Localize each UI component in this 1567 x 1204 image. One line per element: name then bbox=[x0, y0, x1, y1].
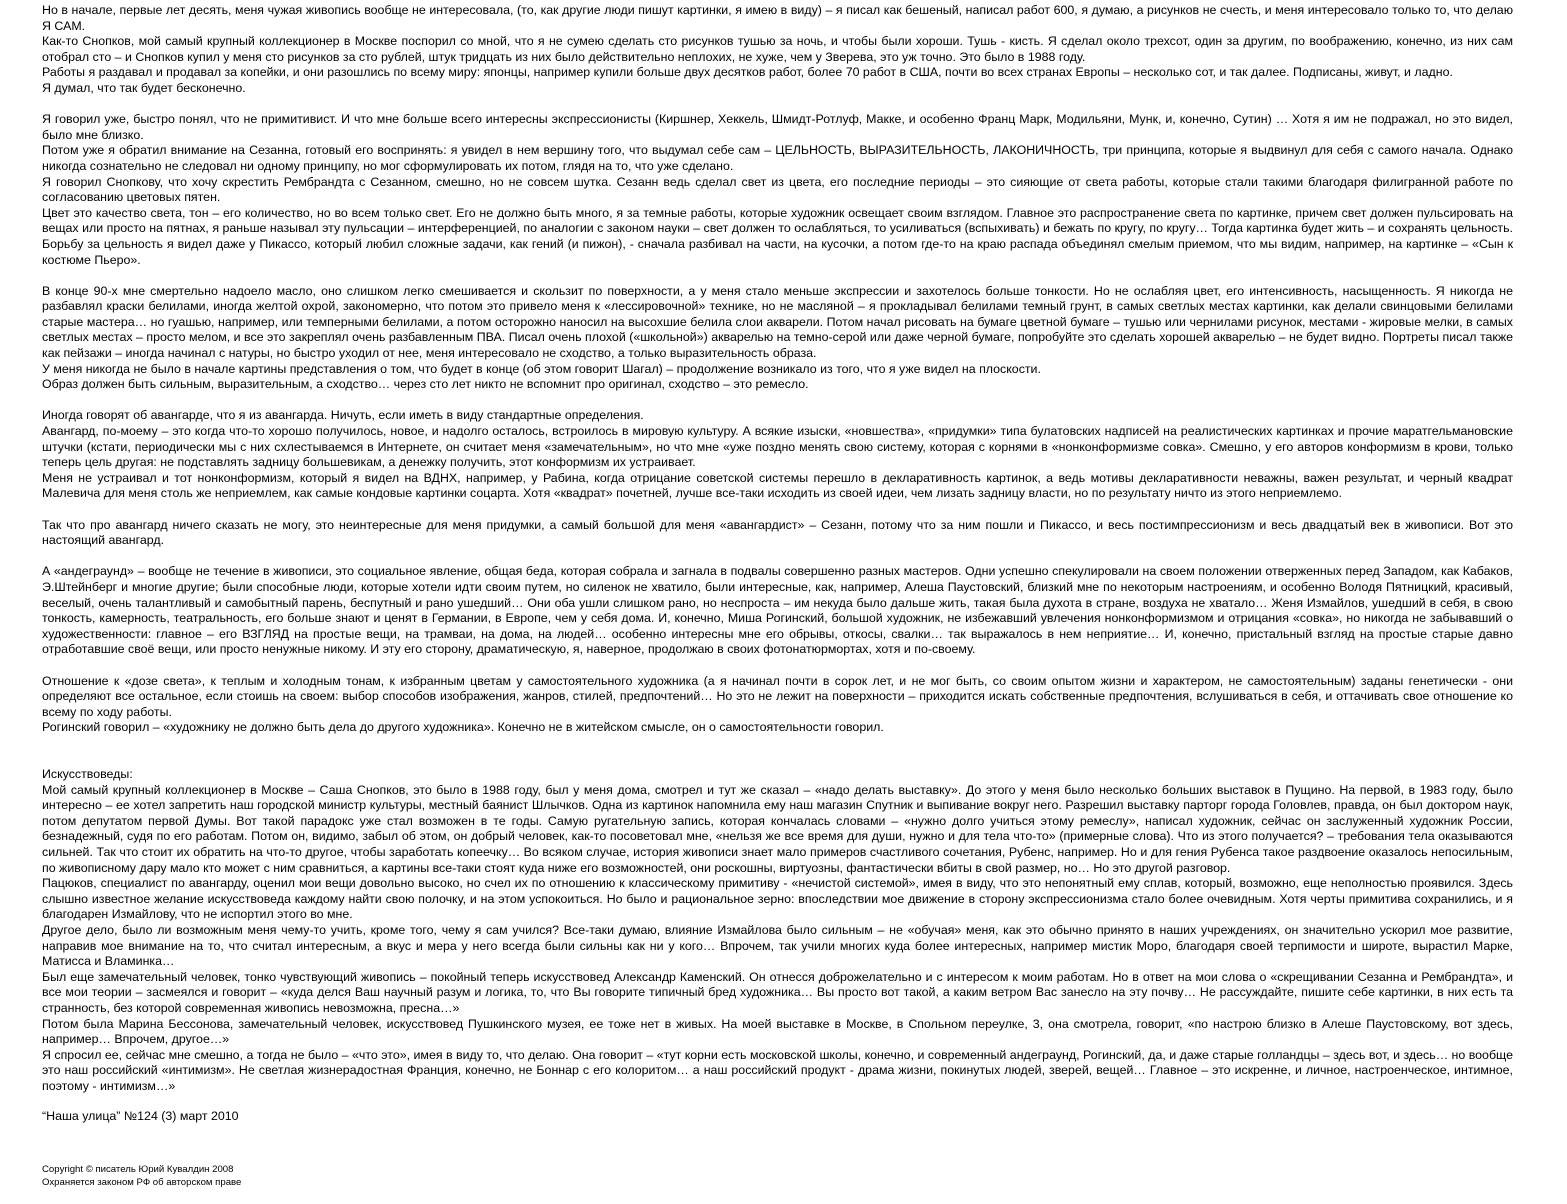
paragraph-spacer bbox=[42, 97, 1513, 113]
paragraph: Меня не устраивал и тот нонконформизм, который я видел на ВДНХ, например, у Рабина, когда отрицание советской системы перешло в декларативность картинок, а ведь мотивы декларативности неважны, важен результат, и черный квадрат Малевича для меня столь же неприемлем, как самые кондовые картинки соцарта. Хотя «квадрат» почетней, лучше все-таки исходить из своей идеи, чем лизать задницу власти, но по результату ничто из этого неприемлемо. bbox=[42, 470, 1513, 501]
paragraph: Так что про авангард ничего сказать не могу, это неинтересные для меня придумки, а самый большой для меня «авангардист» – Сезанн, потому что за ним пошли и Пикассо, и весь постимпрессионизм и весь двадцатый век в живописи. Вот это настоящий авангард. bbox=[42, 517, 1513, 548]
paragraph: Потом уже я обратил внимание на Сезанна, готовый его воспринять: я увидел в нем вершину того, что выдумал себе сам – ЦЕЛЬНОСТЬ, ВЫРАЗИТЕЛЬНОСТЬ, ЛАКОНИЧНОСТЬ, три принципа, которые я выдвинул для себя с самого начала. Однако никогда сознательно не следовал ни одному принципу, но мог сформулировать их потом, глядя на то, что уже сделано. bbox=[42, 143, 1513, 173]
paragraph: Я думал, что так будет бесконечно. bbox=[42, 80, 246, 95]
paragraph: Потом была Марина Бессонова, замечательный человек, искусствовед Пушкинского музея, ее тоже нет в живых. На моей выставке в Москве, в Спольном переулке, 3, она смотрела, говорит, «по настрою близко в Алеше Паустовскому, вот здесь, например… Впрочем, другое…» bbox=[42, 1016, 1513, 1047]
paragraph-spacer bbox=[42, 736, 1513, 767]
copyright-law-notice: Охраняется законом РФ об авторском праве bbox=[42, 1177, 242, 1188]
paragraph: Я спросил ее, сейчас мне смешно, а тогда не было – «что это», имея в виду то, что делаю. Она говорит – «тут корни есть московской школы, конечно, и современный андеграунд, Рогинский, да, и даже старые голландцы – здесь вот, и здесь… но вообще это наш российский «интимизм». Не светлая жизнерадостная Франция, конечно, не Боннар с его колоритом… а наш российский продукт - драма жизни, покинутых людей, зверей, вещей… Главное – это искренне, и личное, настроенческое, интимное, поэтому - интимизм…» bbox=[42, 1047, 1513, 1093]
paragraph: Пацюков, специалист по авангарду, оценил мои вещи довольно высоко, но счел их по отношению к классическому примитиву - «нечистой системой», имея в виду, что это непонятный ему сплав, который, возможно, еще неполностью проявился. Здесь слышно известное желание искусствоведа каждому найти свою полочку, и на этом успокоиться. Но было и рациональное зерно: впоследствии мое движение в сторону экспрессионизма стало более очевидным. Хотя черты примитива сохранились, и я благодарен Измайлову, что не испортил этого во мне. bbox=[42, 876, 1513, 922]
paragraph: А «андеграунд» – вообще не течение в живописи, это социальное явление, общая беда, которая собрала и загнала в подвалы совершенно разных мастеров. Одни успешно спекулировали на своем положении отверженных перед Западом, как Кабаков, Э.Штейнберг и многие другие; были способные люди, которые хотели идти своим путем, но силенок не хватило, были интересные, как, например, Алеша Паустовский, близкий мне по некоторым настроениям, и особенно Володя Пятницкий, красивый, веселый, очень талантливый и самобытный парень, беспутный и рано ушедший… Они оба ушли слишком рано, но неспроста – им некуда было дальше жить, такая была духота в стране, воздуха не хватало… Женя Измайлов, ушедший в себя, в свою тонкость, камерность, театральность, его больше знают и ценят в Германии, в Европе, чем у себя дома. И, конечно, Миша Рогинский, большой художник, не избежавший увлечения нонконформизмом и отрицания «совка», но никогда не забывавший о художественности: главное – его ВЗГЛЯД на простые вещи, на трамваи, на дома, на людей… особенно интересны мне его обрывы, откосы, свалки… так выражалось в нем неприятие… И, конечно, пристальный взгляд на простые старые давно отработавшие своё вещи, или просто ненужные никому. И эту его сторону, драматическую, я, наверное, продолжаю в своих фотонатюрмортах, хотя и по-своему. bbox=[42, 564, 1513, 657]
paragraph: Авангард, по-моему – это когда что-то хорошо получилось, новое, и надолго осталось, встроилось в мировую культуру. А всякие изыски, «новшества», «придумки» типа булатовских надписей на реалистических картинках и прочие маратгельмановские штучки (кстати, периодически мы с них схлестываемся в Интернете, он считает меня «замечательным», но что мне «уже поздно менять свою систему, которая с корнями в «нонконформизме совка». Смешно, у его авторов конформизм в крови, только теперь цель другая: не подставлять задницу большевикам, а денежку получить, этот конформизм их устраивает. bbox=[42, 424, 1513, 470]
paragraph: Другое дело, было ли возможным меня чему-то учить, кроме того, чему я сам учился? Все-таки думаю, влияние Измайлова было сильным – не «обучая» меня, как это обычно принято в наших учреждениях, он значительно ускорил мое развитие, направив мое внимание на то, что считал интересным, а вкус и мера у него всегда были сильны как ни у кого… Впрочем, так учили многих куда более интересных, например мистик Моро, благодаря своей терпимости и широте, вырастил Марке, Матисса и Вламинка… bbox=[42, 923, 1513, 969]
paragraph-spacer bbox=[42, 658, 1513, 674]
paragraph: Я говорил Снопкову, что хочу скрестить Рембрандта с Сезанном, смешно, но не совсем шутка. Сезанн ведь сделал свет из цвета, его последние периоды – это сияющие от света работы, которые стали такими благодаря филигранной работе по согласованию цветовых пятен. bbox=[42, 174, 1513, 205]
publication-source: “Наша улица” №124 (3) март 2010 bbox=[42, 1108, 239, 1123]
paragraph: В конце 90-х мне смертельно надоело масло, оно слишком легко смешивается и скользит по поверхности, а у меня стало меньше экспрессии и захотелось больше тонкости. Но не ослабляя цвет, его интенсивность, насыщенность. Я никогда не разбавлял краски белилами, иногда желтой охрой, закономерно, что потом это привело меня к «лессировочной» технике, но не масляной – я прокладывал белилами темный грунт, в самых светлых местах картинки, как делали свинцовыми белилами старые мастера… но гуашью, например, или темперными белилами, а потом осторожно наносил на высохшие белила слои акварели. Потом начал рисовать на бумаге цветной бумаге – тушью или чернилами рисунок, местами - жировые мелки, в самых светлых местах – просто мелом, и все это закреплял очень разбавленным ПВА. Писал очень плохой («школьной») акварелью на темно-серой или даже черной бумаге, попробуйте это сделать хорошей акварелью – не будет видно. Портреты писал также как пейзажи – иногда начинал с натуры, но быстро уходил от нее, меня интересовало не сходство, а только выразительность образа. bbox=[42, 283, 1513, 361]
paragraph: Мой самый крупный коллекционер в Москве – Саша Снопков, это было в 1988 году, был у меня дома, смотрел и тут же сказал – «надо делать выставку». До этого у меня было несколько больших выставок в Пущино. На первой, в 1983 году, было интересно – ее хотел запретить наш городской министр культуры, местный баянист Шлычков. Одна из картинок напомнила ему наш магазин Спутник и выпивание вокруг него. Разрешил выставку парторг города Головлев, правда, он был доктором наук, потом депутатом первой Думы. Вот такой парадокс уже стал возможен в те годы. Самую ругательную запись, которая кончалась словами – «нужно долго учиться этому ремеслу», написал художник, сейчас он заслуженный художник России, безнадежный, судя по его работам. Потом он, видимо, забыл об этом, он добрый человек, как-то посоветовал мне, «нельзя же все время для души, нужно и для тела что-то» (примерные слова). Что из этого получается? – требования тела оказываются сильней. Так что стоит их обратить на что-то другое, чтобы заработать копеечку… Во всяком случае, история живописи знает мало примеров счастливого сочетания, Рубенс, например. Но и для гения Рубенса такое раздвоение оказалось непосильным, по живописному дару мало кто может с ним сравниться, а картины все-таки стоят куда ниже его возможностей, они роскошны, виртуозны, фантастически вбиты в свой размер, но… Но это другой разговор. bbox=[42, 782, 1513, 875]
paragraph: Образ должен быть сильным, выразительным, а сходство… через сто лет никто не вспомнит про оригинал, сходство – это ремесло. bbox=[42, 377, 809, 392]
paragraph: Как-то Снопков, мой самый крупный коллекционер в Москве поспорил со мной, что я не сумею сделать сто рисунков тушью за ночь, и чтобы были хороши. Тушь - кисть. Я сделал около трехсот, один за другим, по воображению, конечно, из них сам отобрал сто – и Снопков купил у меня сто рисунков за сто рублей, штук тридцать из них было действительно неплохих, не хуже, чем у Зверева, это уж точно. Это было в 1988 году. bbox=[42, 34, 1513, 64]
paragraph: Отношение к «дозе света», к теплым и холодным тонам, к избранным цветам у самостоятельного художника (а я начинал почти в сорок лет, и не мог быть, со своим опытом жизни и характером, не самостоятельным) заданы генетически - они определяют все остальное, если стоишь на своем: выбор способов изображения, жанров, стилей, предпочтений… Но это не лежит на поверхности – приходится искать собственные предпочтения, вслушиваться в себя, и оттачивать свое отношение ко всему по ходу работы. bbox=[42, 673, 1513, 719]
paragraph: Рогинский говорил – «художнику не должно быть дела до другого художника». Конечно не в житейском смысле, он о самостоятельности говорил. bbox=[42, 720, 884, 735]
paragraph-spacer bbox=[42, 268, 1513, 284]
article-body bbox=[42, 3, 1513, 1124]
copyright-footer bbox=[42, 1163, 241, 1189]
section-heading: Искусствоведы: bbox=[42, 767, 133, 782]
paragraph-spacer bbox=[42, 549, 1513, 565]
paragraph: Но в начале, первые лет десять, меня чужая живопись вообще не интересовала, (то, как другие люди пишут картинки, я имею в виду) – я писал как бешеный, написал работ 600, я думаю, а рисунков не счесть, и меня интересовало только то, что делаю Я САМ. bbox=[42, 3, 1513, 33]
paragraph: Цвет это качество света, тон – его количество, но во всем только свет. Его не должно быть много, я за темные работы, которые художник освещает своим взглядом. Главное это распространение света по картинке, причем свет должен пульсировать на вещах или просто на пятнах, я раньше называл эту пульсации – интерференцией, по аналогии с законом науки – свет должен то ослабляться, то усиливаться (вспыхивать) и бежать по кругу, по кругу… Тогда картинка будет жить – и сохранять цельность. Борьбу за цельность я видел даже у Пикассо, который любил сложные задачи, как гений (и пижон), - сначала разбивал на части, на кусочки, а потом где-то на краю распада объединял смелым приемом, что мы видим, например, на картинке – «Сын к костюме Пьеро». bbox=[42, 205, 1513, 267]
paragraph-spacer bbox=[42, 393, 1513, 409]
paragraph: Работы я раздавал и продавал за копейки, и они разошлись по всему миру: японцы, например купили больше двух десятков работ, более 70 работ в США, почти во всех странах Европы – несколько сот, и так далее. Подписаны, живут, и ладно. bbox=[42, 65, 1453, 80]
copyright-notice: Copyright © писатель Юрий Кувалдин 2008 bbox=[42, 1164, 234, 1175]
paragraph: Был еще замечательный человек, тонко чувствующий живопись – покойный теперь искусствовед Александр Каменский. Он отнесся доброжелательно и с интересом к моим работам. Но в ответ на мои слова о «скрещивании Сезанна и Рембрандта», и все мои теории – засмеялся и говорит – «куда делся Ваш научный разум и логика, то, что Вы говорите типичный бред художника… Вы просто вот такой, а каким ветром Вас занесло на эту почву… Не рассуждайте, пишите себе картинки, в них есть та странность, без которой современная живопись невозможна, пресна…» bbox=[42, 969, 1513, 1015]
paragraph: Я говорил уже, быстро понял, что не примитивист. И что мне больше всего интересны экспрессионисты (Киршнер, Хеккель, Шмидт-Ротлуф, Макке, и особенно Франц Марк, Модильяни, Мунк, и, конечно, Сутин) … Хотя я им не подражал, но это видел, было мне близко. bbox=[42, 112, 1513, 142]
paragraph: У меня никогда не было в начале картины представления о том, что будет в конце (об этом говорит Шагал) – продолжение возникало из того, что я уже видел на плоскости. bbox=[42, 361, 1041, 376]
paragraph: Иногда говорят об авангарде, что я из авангарда. Ничуть, если иметь в виду стандартные определения. bbox=[42, 408, 644, 423]
paragraph-spacer bbox=[42, 502, 1513, 518]
